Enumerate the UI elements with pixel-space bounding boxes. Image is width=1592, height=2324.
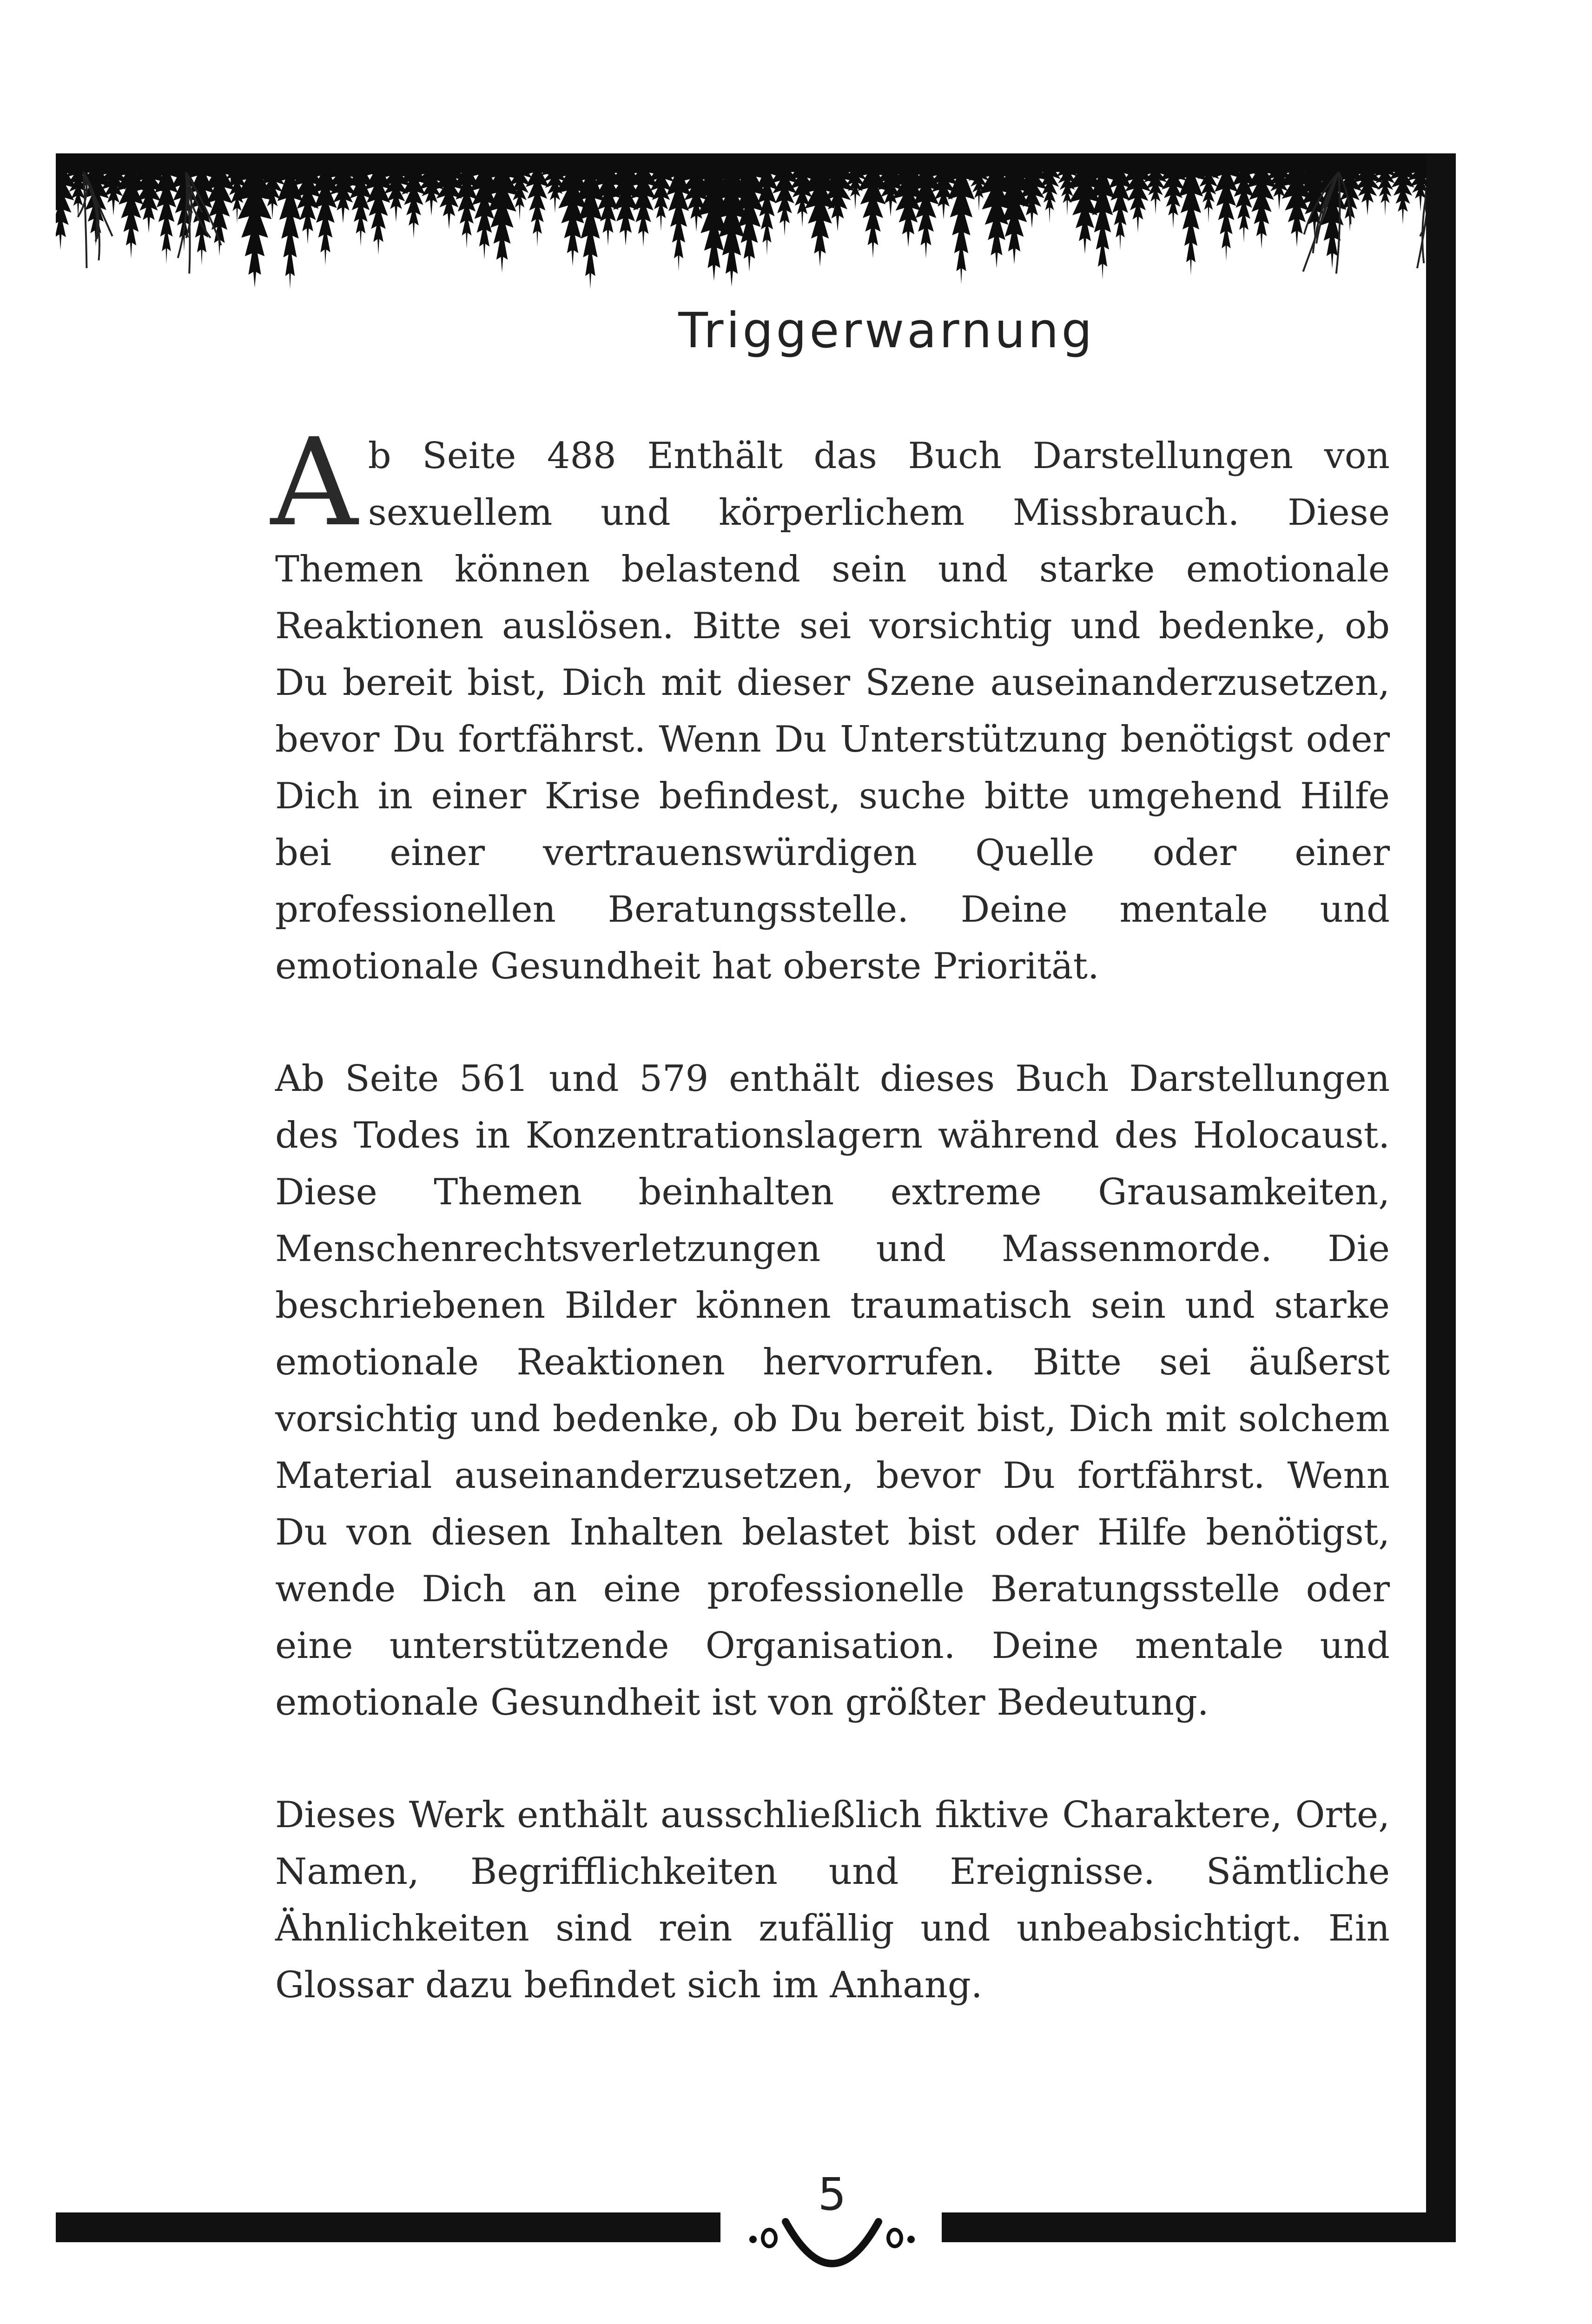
drop-cap: A <box>271 413 358 553</box>
paragraph-1 <box>271 413 1390 995</box>
moon-ornament-icon <box>730 2212 934 2287</box>
frame-bottom-rule-right <box>942 2212 1456 2242</box>
warning-text <box>271 413 1390 2069</box>
paragraph-2: Ab Seite 561 und 579 enthält dieses Buch Darstellungen des Todes in Konzentrationslagern während des Holocaust. Diese Themen beinhalten extreme Grausamkeiten, Menschenrechtsverletzungen und Massenmorde. Die beschriebenen Bilder können traumatisch sein und starke emotionale Reaktionen hervorrufen. Bitte sei äußerst vorsichtig und bedenke, ob Du bereit bist, Dich mit solchem Material auseinanderzusetzen, bevor Du fortfährst. Wenn Du von diesen Inhalten belastet bist oder Hilfe benötigst, wende Dich an eine professionelle Beratungsstelle oder eine unterstützende Organisation. Deine mentale und emotionale Gesundheit ist von größter Bedeutung. <box>275 1058 1390 1723</box>
forest-header-icon <box>56 153 1456 307</box>
frame-right-rule <box>1426 154 1456 2234</box>
page-number: 5 <box>818 2168 846 2220</box>
page-title: Triggerwarnung <box>678 302 1095 359</box>
paragraph-3: Dieses Werk enthält ausschließlich fiktive Charaktere, Orte, Namen, Begrifflichkeiten und Ereignisse. Sämtliche Ähnlichkeiten sind rein zufällig und unbeabsichtigt. Ein Glossar dazu befindet sich im Anhang. <box>275 1794 1390 2006</box>
frame-bottom-rule-left <box>56 2212 720 2242</box>
paragraph-1-text: b Seite 488 Enthält das Buch Darstellungen von sexuellem und körperlichem Missbrauch. Diese Themen können belastend sein und starke emotionale Reaktionen auslösen. Bitte sei vorsichtig und bedenke, ob Du bereit bist, Dich mit dieser Szene auseinanderzusetzen, bevor Du fortfährst. Wenn Du Unterstützung benötigst oder Dich in einer Krise befindest, suche bitte umgehend Hilfe bei einer vertrauenswürdigen Quelle oder einer professionellen Beratungsstelle. Deine mentale und emotionale Gesundheit hat oberste Priorität. <box>275 435 1390 987</box>
